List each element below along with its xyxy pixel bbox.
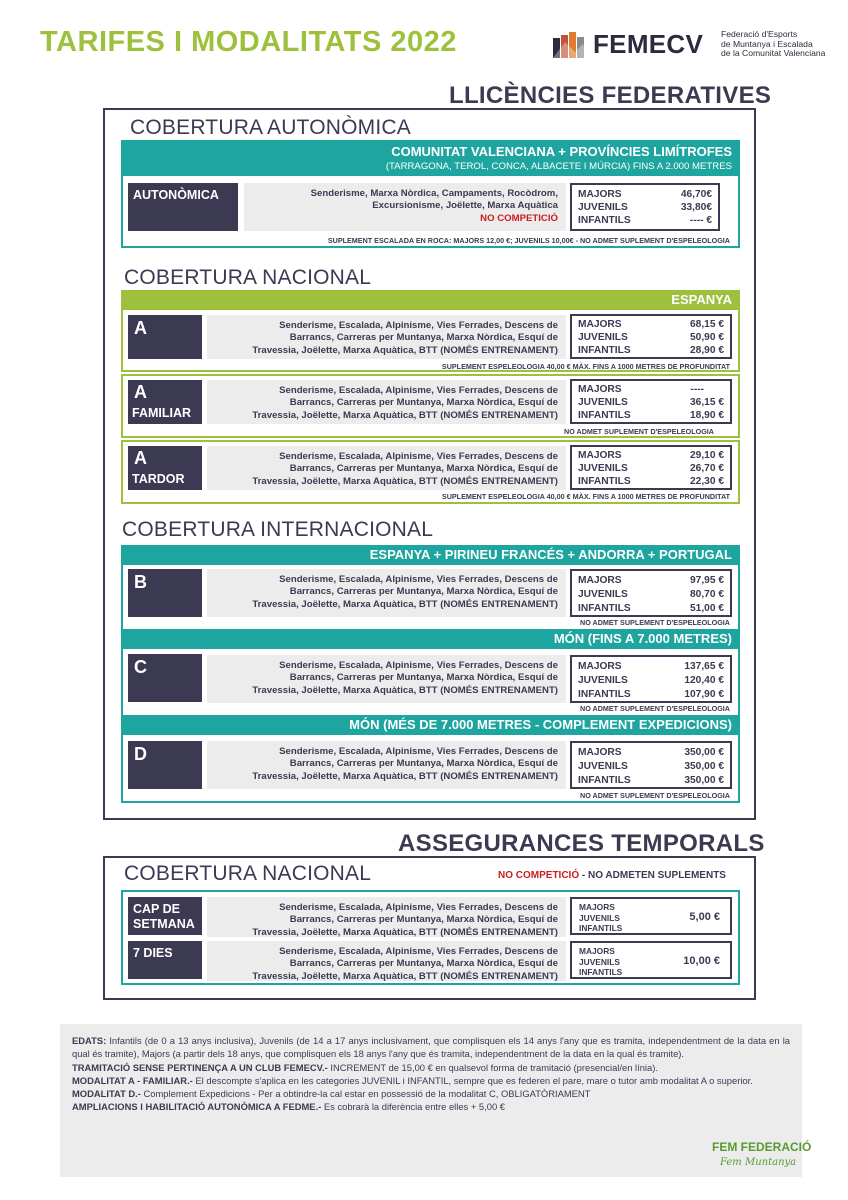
7-dies-prices: MAJORS JUVENILS INFANTILS 10,00 €	[570, 941, 732, 979]
internacional-band-c: MÓN (FINS A 7.000 METRES)	[121, 629, 740, 649]
code-d: D	[128, 741, 202, 789]
block-c-prices: MAJORS 137,65 € JUVENILS 120,40 € INFANTILS 107,90 €	[570, 655, 732, 703]
cap-de-setmana-description: Senderisme, Escalada, Alpinisme, Vies Ferrades, Descens de Barrancs, Carreras per Muntanya, Marxa Nòrdica, Esquí de Travessia, Joëlette, Marxa Aquàtica, BTT (NOMÉS ENTRENAMENT)	[207, 897, 566, 937]
note-edats: EDATS: Infantils (de 0 a 13 anys inclusiva), Juvenils (de 14 a 17 anys inclusivament, que complisquen els 14 anys l'any que es tramita, independentment de la data en la qual és tramite), Majors (a partir dels 18 anys, que complisquen els 18 anys l'any que és tramita, independentment de la data en la qual és tramite).	[72, 1035, 790, 1060]
block-d-description: Senderisme, Escalada, Alpinisme, Vies Ferrades, Descens de Barrancs, Carreras per Muntanya, Marxa Nòrdica, Esquí de Travessia, Joëlette, Marxa Aquàtica, BTT (NOMÉS ENTRENAMENT)	[207, 741, 566, 789]
block-a-familiar-prices: MAJORS ---- JUVENILS 36,15 € INFANTILS 18,90 €	[570, 379, 732, 424]
internacional-band-d: MÓN (MÉS DE 7.000 METRES - COMPLEMENT EXPEDICIONS)	[121, 715, 740, 735]
block-c-description: Senderisme, Escalada, Alpinisme, Vies Ferrades, Descens de Barrancs, Carreras per Muntanya, Marxa Nòrdica, Esquí de Travessia, Joëlette, Marxa Aquàtica, BTT (NOMÉS ENTRENAMENT)	[207, 655, 566, 703]
block-a-note: SUPLEMENT ESPELEOLOGIA 40,00 € MÀX. FINS A 1000 METRES DE PROFUNDITAT	[441, 362, 730, 371]
block-c-note: NO ADMET SUPLEMENT D'ESPELEOLOGIA	[580, 704, 730, 713]
fem-federacio-logo: FEM FEDERACIÓ	[712, 1140, 812, 1154]
autonomica-band-subtitle: (TARRAGONA, TEROL, CONCA, ALBACETE I MÚRCIA) FINS A 2.000 METRES	[385, 161, 732, 172]
page-title: TARIFES I MODALITATS 2022	[40, 26, 457, 58]
block-a-tardor-description: Senderisme, Escalada, Alpinisme, Vies Ferrades, Descens de Barrancs, Carreras per Muntanya, Marxa Nòrdica, Esquí de Travessia, Joëlette, Marxa Aquàtica, BTT (NOMÉS ENTRENAMENT)	[207, 446, 566, 490]
block-a-familiar-description: Senderisme, Escalada, Alpinisme, Vies Ferrades, Descens de Barrancs, Carreras per Muntanya, Marxa Nòrdica, Esquí de Travessia, Joëlette, Marxa Aquàtica, BTT (NOMÉS ENTRENAMENT)	[207, 380, 566, 424]
code-a-familiar: A FAMILIAR	[128, 380, 202, 424]
cap-de-setmana-prices: MAJORS JUVENILS INFANTILS 5,00 €	[570, 897, 732, 935]
logo-name: FEMECV	[593, 29, 704, 59]
block-d-prices: MAJORS 350,00 € JUVENILS 350,00 € INFANTILS 350,00 €	[570, 741, 732, 789]
code-a: A	[128, 315, 202, 359]
autonomica-band	[121, 140, 740, 176]
block-a-description: Senderisme, Escalada, Alpinisme, Vies Ferrades, Descens de Barrancs, Carreras per Muntanya, Marxa Nòrdica, Esquí de Travessia, Joëlette, Marxa Aquàtica, BTT (NOMÉS ENTRENAMENT)	[207, 315, 566, 359]
code-autonomica: AUTONÒMICA	[128, 183, 238, 231]
block-b-note: NO ADMET SUPLEMENT D'ESPELEOLOGIA	[580, 618, 730, 627]
block-b-description: Senderisme, Escalada, Alpinisme, Vies Ferrades, Descens de Barrancs, Carreras per Muntanya, Marxa Nòrdica, Esquí de Travessia, Joëlette, Marxa Aquàtica, BTT (NOMÉS ENTRENAMENT)	[207, 569, 566, 617]
note-modalitat-d: MODALITAT D.- Complement Expedicions - Per a obtindre-la cal estar en possessió de la modalitat C, OBLIGATÒRIAMENT	[72, 1088, 591, 1100]
code-cap-de-setmana: CAP DE SETMANA	[128, 897, 202, 935]
block-a-prices: MAJORS 68,15 € JUVENILS 50,90 € INFANTILS 28,90 €	[570, 314, 732, 359]
block-a-tardor-note: SUPLEMENT ESPELEOLOGIA 40,00 € MÀX. FINS A 1000 METRES DE PROFUNDITAT	[441, 492, 730, 501]
fem-muntanya-signature: Fem Muntanya	[720, 1157, 797, 1168]
autonomica-description: Senderisme, Marxa Nòrdica, Campaments, Rocòdrom, Excursionisme, Joëlette, Marxa Aquàtica NO COMPETICIÓ	[244, 183, 566, 231]
code-a-tardor: A TARDOR	[128, 446, 202, 490]
nacional-heading: COBERTURA NACIONAL	[124, 266, 372, 289]
autonomica-note: SUPLEMENT ESCALADA EN ROCA: MAJORS 12,00 €; JUVENILS 10,00€ - NO ADMET SUPLEMENT D'ESPELEOLOGIA	[327, 236, 730, 245]
note-tramitacio: TRAMITACIÓ SENSE PERTINENÇA A UN CLUB FEMECV.- INCREMENT de 15,00 € en qualsevol forma de tramitació (presencial/en línia).	[72, 1061, 658, 1073]
internacional-band-b: ESPANYA + PIRINEU FRANCÉS + ANDORRA + PORTUGAL	[121, 545, 740, 565]
block-a-familiar-note: NO ADMET SUPLEMENT D'ESPELEOLOGIA	[564, 427, 714, 436]
code-b: B	[128, 569, 202, 617]
code-c: C	[128, 654, 202, 702]
block-d-note: NO ADMET SUPLEMENT D'ESPELEOLOGIA	[580, 791, 730, 800]
section-heading-llicencies: LLICÈNCIES FEDERATIVES	[449, 82, 772, 109]
femecv-logo	[553, 28, 826, 64]
nacional-band: ESPANYA	[121, 290, 740, 310]
7-dies-description: Senderisme, Escalada, Alpinisme, Vies Ferrades, Descens de Barrancs, Carreras per Muntanya, Marxa Nòrdica, Esquí de Travessia, Joëlette, Marxa Aquàtica, BTT (NOMÉS ENTRENAMENT)	[207, 941, 566, 981]
autonomica-band-title: COMUNITAT VALENCIANA + PROVÍNCIES LIMÍTROFES	[391, 144, 732, 159]
note-ampliacions: AMPLIACIONS I HABILITACIÓ AUTONÒMICA A FEDME.- Es cobrarà la diferència entre elles + 5,00 €	[72, 1101, 505, 1113]
footer-notes	[60, 1024, 812, 1177]
section-heading-assegurances: ASSEGURANCES TEMPORALS	[398, 830, 765, 857]
autonomica-prices: MAJORS 46,70€ JUVENILS 33,80€ INFANTILS ---- €	[570, 183, 720, 231]
autonomica-heading: COBERTURA AUTONÒMICA	[130, 116, 411, 139]
temporals-heading: COBERTURA NACIONAL	[124, 862, 372, 885]
temporals-note: NO COMPETICIÓ - NO ADMETEN SUPLEMENTS	[498, 870, 726, 881]
internacional-heading: COBERTURA INTERNACIONAL	[122, 518, 434, 541]
mountain-logo-icon	[553, 32, 589, 58]
block-a-tardor-prices: MAJORS 29,10 € JUVENILS 26,70 € INFANTILS 22,30 €	[570, 445, 732, 490]
note-familiar: MODALITAT A - FAMILIAR.- El descompte s'aplica en les categories JUVENIL i INFANTIL, sempre que es federen el pare, mare o tutor amb modalitat A o superior.	[72, 1074, 753, 1086]
block-b-prices: MAJORS 97,95 € JUVENILS 80,70 € INFANTILS 51,00 €	[570, 569, 732, 617]
code-7-dies: 7 DIES	[128, 941, 202, 979]
logo-subtitle: Federació d'Esports de Muntanya i Escalada de la Comunitat Valenciana	[721, 29, 826, 59]
